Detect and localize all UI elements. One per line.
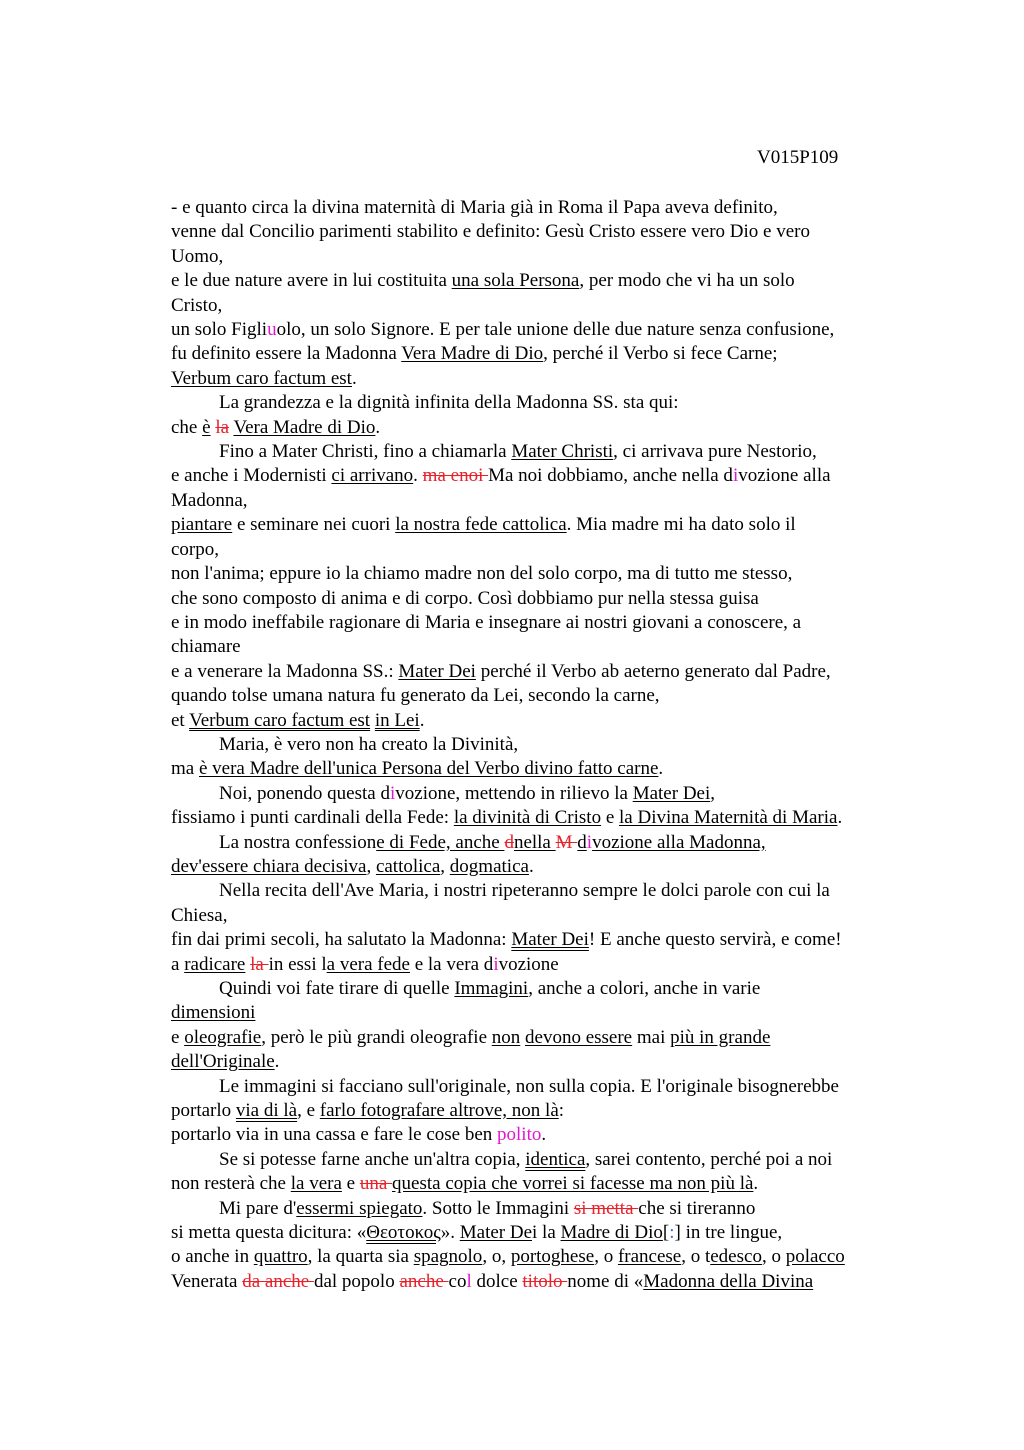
- text-line: [171, 977, 916, 1001]
- text-run: ma: [171, 758, 199, 780]
- underlined-text: una sola Persona: [451, 270, 580, 292]
- text-run: venne dal Concilio parimenti stabilito e definito: Gesù Cristo essere vero Dio e vero: [171, 221, 810, 243]
- text-line: [171, 611, 916, 635]
- underlined-text: francese: [617, 1246, 682, 1268]
- text-line: [171, 562, 916, 586]
- text-run: Mi pare d': [219, 1197, 297, 1219]
- text-line: [171, 928, 916, 952]
- inserted-text: i: [732, 465, 739, 487]
- text-line: [171, 513, 916, 537]
- underlined-text: oleografie: [184, 1026, 262, 1048]
- text-line: [171, 953, 916, 977]
- underlined-text: farlo fotografare altrove, non là: [319, 1100, 559, 1122]
- text-line: [171, 1050, 916, 1074]
- underlined-text: non: [491, 1026, 521, 1048]
- text-line: [171, 269, 916, 293]
- text-line: [171, 416, 916, 440]
- underlined-text: più in grande: [670, 1026, 771, 1048]
- document-body: [171, 196, 916, 1294]
- underlined-text: Mater De: [459, 1222, 533, 1244]
- text-line: [171, 538, 916, 562]
- text-run: , o,: [482, 1246, 511, 1268]
- text-run: fin dai primi secoli, ha salutato la Madonna:: [171, 929, 512, 951]
- text-run: .: [658, 758, 664, 780]
- underlined-text: la vera: [290, 1173, 342, 1195]
- double-underlined-text: Verbum caro factum est: [189, 709, 371, 731]
- inserted-text: u: [267, 319, 277, 341]
- inserted-text: polito: [497, 1124, 542, 1146]
- text-run: , però le più grandi oleografie: [261, 1026, 492, 1048]
- text-line: [171, 709, 916, 733]
- text-line: [171, 1001, 916, 1025]
- text-run: e seminare nei cuori: [232, 514, 396, 536]
- text-run: ,: [366, 855, 376, 877]
- text-run: dolce: [471, 1270, 523, 1292]
- double-underlined-text: Mater Dei: [511, 929, 589, 951]
- underlined-text: Madre di Dio: [560, 1222, 663, 1244]
- text-line: [171, 1245, 916, 1269]
- underlined-text: portoghese: [510, 1246, 595, 1268]
- text-run: :: [558, 1100, 565, 1122]
- inserted-text: i: [389, 782, 396, 804]
- underlined-text: nella: [513, 831, 556, 853]
- text-run: Quindi voi fate tirare di quelle: [219, 978, 455, 999]
- text-run: Noi, ponendo questa d: [219, 782, 390, 804]
- text-line: [171, 733, 916, 757]
- text-run: La nostra confession: [219, 831, 377, 853]
- text-run: non l'anima; eppure io la chiamo madre non del solo corpo, ma di tutto me stesso,: [171, 563, 793, 585]
- text-run: i la: [532, 1222, 561, 1244]
- text-run: Le immagini si facciano sull'originale, non sulla copia. E l'originale bisognerebbe: [219, 1075, 839, 1097]
- text-line: [171, 587, 916, 611]
- text-run: Madonna,: [171, 489, 248, 511]
- inserted-text: l: [466, 1270, 472, 1292]
- underlined-text: Vera Madre di Dio: [233, 416, 376, 438]
- text-run: co: [448, 1270, 467, 1292]
- text-run: ».: [440, 1222, 460, 1244]
- text-line: [171, 855, 916, 879]
- text-line: [171, 831, 916, 855]
- text-run: Maria, è vero non ha creato la Divinità,: [219, 733, 519, 755]
- text-line: [171, 1197, 916, 1221]
- text-run: mai: [632, 1026, 671, 1048]
- underlined-text: spagnolo: [413, 1246, 483, 1268]
- underlined-text: polacco: [785, 1246, 845, 1268]
- deleted-text: la: [215, 416, 230, 438]
- double-underlined-text: in Lei: [374, 709, 420, 731]
- text-run: , o: [594, 1246, 618, 1268]
- text-run: fu definito essere la Madonna: [171, 343, 402, 365]
- deleted-text: titolo: [522, 1270, 568, 1292]
- text-run: portarlo via in una cassa e fare le cose ben: [171, 1124, 498, 1146]
- text-line: [171, 220, 916, 244]
- text-run: in essi l: [268, 953, 327, 975]
- underlined-text: Vera Madre di Dio: [401, 343, 544, 365]
- underlined-text: la nostra fede cattolica: [395, 514, 567, 536]
- text-line: [171, 1148, 916, 1172]
- deleted-text: da anche: [242, 1270, 314, 1292]
- text-run: vozione: [498, 953, 559, 975]
- text-line: [171, 1026, 916, 1050]
- text-run: e: [601, 807, 620, 829]
- text-run: , o: [761, 1246, 786, 1268]
- underlined-text: d: [577, 831, 587, 853]
- text-line: [171, 318, 916, 342]
- double-underlined-text: via di là: [235, 1100, 298, 1122]
- text-run: - e quanto circa la divina maternità di Maria già in Roma il Papa aveva definito,: [171, 197, 778, 218]
- text-run: . Mia madre mi ha dato solo il: [566, 514, 796, 536]
- underlined-text: piantare: [171, 514, 233, 536]
- text-run: La grandezza e la dignità infinita della Madonna SS. sta qui:: [219, 392, 679, 414]
- underlined-text: è vera Madre dell'unica Persona del Verbo divino fatto carne: [198, 758, 659, 780]
- text-run: et: [171, 709, 190, 731]
- text-run: e: [341, 1173, 360, 1195]
- text-run: , perché il Verbo si fece Carne;: [543, 343, 778, 365]
- text-run: Chiesa,: [171, 904, 228, 926]
- text-run: non resterà che: [171, 1173, 291, 1195]
- text-run: , e: [297, 1100, 320, 1122]
- page-identifier: V015P109: [757, 147, 839, 168]
- text-run: Ma noi dobbiamo, anche nella d: [488, 465, 733, 487]
- text-line: [171, 806, 916, 830]
- underlined-text: è: [202, 416, 211, 438]
- text-run: che: [171, 416, 203, 438]
- underlined-text: Verbum caro factum est: [171, 367, 352, 389]
- text-run: che si tireranno: [638, 1197, 756, 1219]
- underlined-text: edesco: [710, 1246, 762, 1268]
- text-run: un solo Figli: [171, 319, 268, 341]
- underlined-text: la divinità di Cristo: [453, 807, 602, 829]
- text-run: e la vera d: [409, 953, 494, 975]
- text-line: [171, 367, 916, 391]
- text-run: che sono composto di anima e di corpo. Così dobbiamo pur nella stessa guisa: [171, 587, 759, 609]
- text-run: ,: [440, 855, 450, 877]
- text-line: [171, 196, 916, 220]
- text-line: [171, 342, 916, 366]
- underlined-text: questa copia che vorrei si facesse ma non più là: [392, 1173, 754, 1195]
- deleted-text: si metta: [573, 1197, 639, 1219]
- deleted-text: una: [359, 1173, 393, 1195]
- text-run: nome di «: [567, 1270, 644, 1292]
- underlined-text: e di Fede, anche: [376, 831, 505, 853]
- text-run: si metta questa dicitura: «: [171, 1222, 367, 1244]
- text-line: [171, 1099, 916, 1123]
- text-run: perché il Verbo ab aeterno generato dal Padre,: [475, 660, 831, 682]
- underlined-text: a vera fede: [326, 953, 410, 975]
- text-line: [171, 684, 916, 708]
- text-run: olo, un solo Signore. E per tale unione delle due nature senza confusione,: [276, 319, 835, 341]
- text-run: corpo,: [171, 538, 220, 560]
- text-line: [171, 904, 916, 928]
- deleted-text: d: [504, 831, 514, 853]
- text-run: vozione, mettendo in rilievo la: [395, 782, 633, 804]
- text-run: e: [171, 1026, 185, 1048]
- text-run: .: [528, 855, 534, 877]
- text-run: Venerata: [171, 1270, 243, 1292]
- underlined-text: Mater Christi: [511, 441, 614, 463]
- underlined-text: dev'essere chiara decisiva: [171, 855, 367, 877]
- underlined-text: Mater Dei: [398, 660, 476, 682]
- inserted-text: i: [493, 953, 499, 975]
- text-run: Uomo,: [171, 245, 224, 267]
- deleted-text: la: [250, 953, 269, 975]
- underlined-text: Madonna della Divina: [643, 1270, 814, 1292]
- text-run: , la quarta sia: [307, 1246, 414, 1268]
- text-line: [171, 1123, 916, 1147]
- text-line: [171, 757, 916, 781]
- text-run: e a venerare la Madonna SS.:: [171, 660, 399, 682]
- deleted-text: anche: [399, 1270, 449, 1292]
- text-run: Nella recita dell'Ave Maria, i nostri ripeteranno sempre le dolci parole con cui la: [219, 880, 830, 902]
- text-run: , sarei contento, perché poi a noi: [585, 1148, 833, 1170]
- text-run: e le due nature avere in lui costituita: [171, 270, 452, 292]
- text-line: [171, 1270, 916, 1294]
- text-run: .: [375, 416, 381, 438]
- text-line: [171, 635, 916, 659]
- text-run: .: [274, 1051, 280, 1073]
- inserted-text: i: [586, 831, 593, 853]
- underlined-text: cattolica: [375, 855, 441, 877]
- text-run: [: [662, 1222, 670, 1244]
- text-run: . Sotto le Immagini: [422, 1197, 574, 1219]
- deleted-text: M: [555, 831, 578, 853]
- double-underlined-text: identica: [525, 1148, 586, 1170]
- text-line: [171, 1075, 916, 1099]
- text-run: ! E anche questo servirà, e come!: [588, 929, 842, 951]
- underlined-text: Immagini: [454, 978, 529, 999]
- text-run: .: [541, 1124, 547, 1146]
- text-line: [171, 294, 916, 318]
- text-run: chiamare: [171, 636, 241, 658]
- text-run: dal popolo: [313, 1270, 400, 1292]
- underlined-text: essermi spiegato: [296, 1197, 423, 1219]
- deleted-text: ma enoi: [422, 465, 489, 487]
- text-run: o anche in: [171, 1246, 254, 1268]
- text-run: , anche a colori, anche in varie: [528, 978, 761, 999]
- text-run: , per modo che vi ha un solo: [579, 270, 795, 292]
- text-run: .: [419, 709, 425, 731]
- reference-mark: :: [669, 1222, 675, 1244]
- text-line: [171, 245, 916, 269]
- text-line: [171, 1172, 916, 1196]
- text-run: .: [413, 465, 423, 487]
- underlined-text: vozione alla Madonna,: [592, 831, 766, 853]
- text-run: ,: [710, 782, 716, 804]
- underlined-text: quattro: [253, 1246, 308, 1268]
- text-run: fissiamo i punti cardinali della Fede:: [171, 807, 454, 829]
- underlined-text: devono essere: [525, 1026, 633, 1048]
- underlined-text: dogmatica: [449, 855, 529, 877]
- text-run: Se si potesse farne anche un'altra copia,: [219, 1148, 526, 1170]
- text-run: vozione alla: [738, 465, 831, 487]
- underlined-text: radicare: [184, 953, 246, 975]
- text-line: [171, 464, 916, 488]
- text-run: e anche i Modernisti: [171, 465, 332, 487]
- text-run: , o t: [681, 1246, 711, 1268]
- underlined-text: dell'Originale: [171, 1051, 275, 1073]
- text-line: [171, 489, 916, 513]
- text-run: e in modo ineffabile ragionare di Maria e insegnare ai nostri giovani a conoscere, a: [171, 611, 802, 633]
- text-line: [171, 782, 916, 806]
- underlined-text: Mater Dei: [632, 782, 711, 804]
- text-run: Fino a Mater Christi, fino a chiamarla: [219, 441, 512, 463]
- text-line: [171, 879, 916, 903]
- text-run: .: [351, 367, 357, 389]
- text-line: [171, 660, 916, 684]
- text-run: Cristo,: [171, 294, 223, 316]
- text-run: a: [171, 953, 185, 975]
- text-run: quando tolse umana natura fu generato da Lei, secondo la carne,: [171, 685, 660, 707]
- text-line: [171, 1221, 916, 1245]
- underlined-text: ci arrivano: [331, 465, 414, 487]
- text-run: , ci arrivava pure Nestorio,: [613, 441, 817, 463]
- text-run: portarlo: [171, 1100, 236, 1122]
- underlined-text: la Divina Maternità di Maria: [619, 807, 838, 829]
- double-underlined-text: Θεοτοκος: [366, 1222, 441, 1244]
- text-run: ] in tre lingue,: [674, 1222, 783, 1244]
- text-run: .: [837, 807, 843, 829]
- underlined-text: dimensioni: [171, 1002, 256, 1024]
- text-run: .: [753, 1173, 759, 1195]
- text-line: [171, 440, 916, 464]
- text-line: [171, 391, 916, 415]
